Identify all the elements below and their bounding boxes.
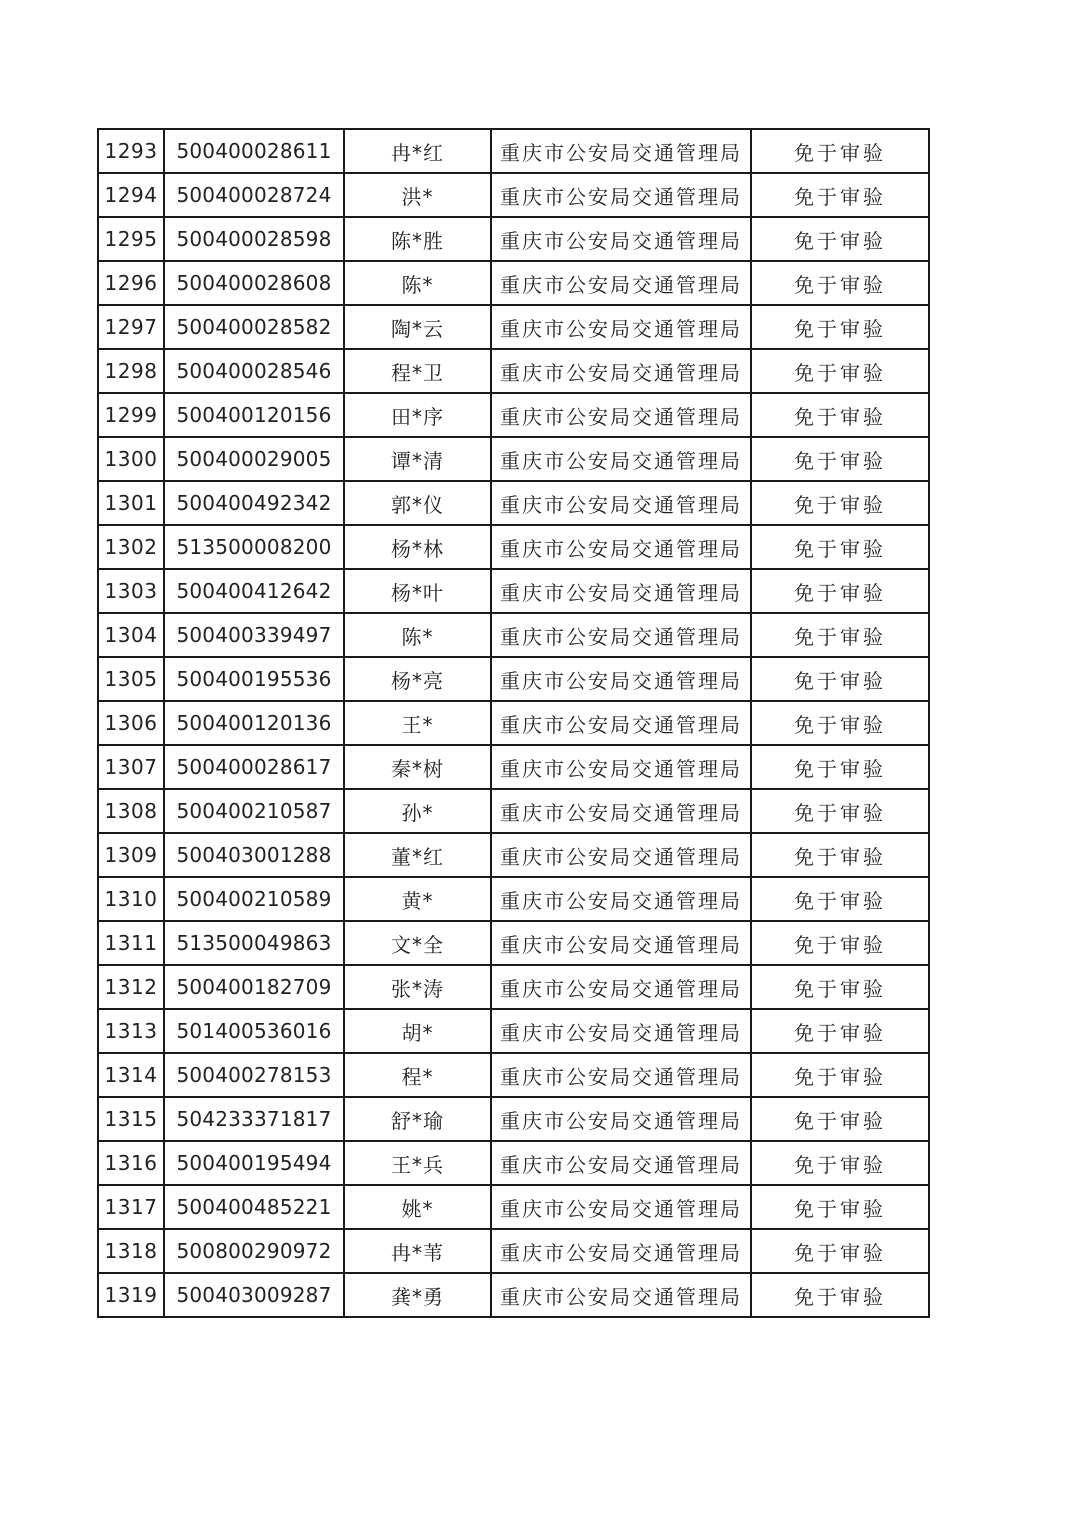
cell-issuing-authority: 重庆市公安局交通管理局 bbox=[491, 173, 751, 217]
cell-issuing-authority: 重庆市公安局交通管理局 bbox=[491, 921, 751, 965]
cell-review-result: 免于审验 bbox=[751, 173, 929, 217]
cell-issuing-authority: 重庆市公安局交通管理局 bbox=[491, 1097, 751, 1141]
cell-license-number: 500400028608 bbox=[164, 261, 344, 305]
cell-review-result: 免于审验 bbox=[751, 921, 929, 965]
cell-issuing-authority: 重庆市公安局交通管理局 bbox=[491, 305, 751, 349]
cell-holder-name: 文*全 bbox=[344, 921, 491, 965]
table-row bbox=[98, 1273, 929, 1317]
cell-sequence-number: 1302 bbox=[98, 525, 164, 569]
cell-holder-name: 舒*瑜 bbox=[344, 1097, 491, 1141]
cell-issuing-authority: 重庆市公安局交通管理局 bbox=[491, 1053, 751, 1097]
cell-review-result: 免于审验 bbox=[751, 657, 929, 701]
table-row bbox=[98, 129, 929, 173]
cell-holder-name: 程* bbox=[344, 1053, 491, 1097]
cell-license-number: 500400195494 bbox=[164, 1141, 344, 1185]
table-row bbox=[98, 481, 929, 525]
cell-holder-name: 陈*胜 bbox=[344, 217, 491, 261]
table-row bbox=[98, 921, 929, 965]
table-row bbox=[98, 569, 929, 613]
cell-license-number: 513500008200 bbox=[164, 525, 344, 569]
cell-license-number: 500400210589 bbox=[164, 877, 344, 921]
cell-review-result: 免于审验 bbox=[751, 305, 929, 349]
cell-review-result: 免于审验 bbox=[751, 129, 929, 173]
cell-sequence-number: 1304 bbox=[98, 613, 164, 657]
cell-issuing-authority: 重庆市公安局交通管理局 bbox=[491, 965, 751, 1009]
cell-review-result: 免于审验 bbox=[751, 1273, 929, 1317]
cell-issuing-authority: 重庆市公安局交通管理局 bbox=[491, 525, 751, 569]
cell-review-result: 免于审验 bbox=[751, 745, 929, 789]
cell-license-number: 500400028617 bbox=[164, 745, 344, 789]
cell-review-result: 免于审验 bbox=[751, 437, 929, 481]
cell-review-result: 免于审验 bbox=[751, 261, 929, 305]
cell-holder-name: 王*兵 bbox=[344, 1141, 491, 1185]
cell-license-number: 500403001288 bbox=[164, 833, 344, 877]
table-row bbox=[98, 393, 929, 437]
cell-review-result: 免于审验 bbox=[751, 1229, 929, 1273]
cell-license-number: 500403009287 bbox=[164, 1273, 344, 1317]
cell-holder-name: 程*卫 bbox=[344, 349, 491, 393]
cell-review-result: 免于审验 bbox=[751, 1009, 929, 1053]
table-row bbox=[98, 1053, 929, 1097]
cell-license-number: 500400028546 bbox=[164, 349, 344, 393]
cell-issuing-authority: 重庆市公安局交通管理局 bbox=[491, 1229, 751, 1273]
cell-review-result: 免于审验 bbox=[751, 525, 929, 569]
cell-sequence-number: 1314 bbox=[98, 1053, 164, 1097]
cell-license-number: 500400195536 bbox=[164, 657, 344, 701]
cell-issuing-authority: 重庆市公安局交通管理局 bbox=[491, 393, 751, 437]
cell-license-number: 500400339497 bbox=[164, 613, 344, 657]
cell-license-number: 513500049863 bbox=[164, 921, 344, 965]
cell-review-result: 免于审验 bbox=[751, 833, 929, 877]
cell-sequence-number: 1296 bbox=[98, 261, 164, 305]
table-row bbox=[98, 217, 929, 261]
cell-holder-name: 杨*亮 bbox=[344, 657, 491, 701]
cell-sequence-number: 1293 bbox=[98, 129, 164, 173]
cell-license-number: 500400029005 bbox=[164, 437, 344, 481]
cell-review-result: 免于审验 bbox=[751, 349, 929, 393]
cell-holder-name: 张*涛 bbox=[344, 965, 491, 1009]
cell-review-result: 免于审验 bbox=[751, 481, 929, 525]
cell-sequence-number: 1312 bbox=[98, 965, 164, 1009]
cell-sequence-number: 1297 bbox=[98, 305, 164, 349]
cell-review-result: 免于审验 bbox=[751, 393, 929, 437]
cell-review-result: 免于审验 bbox=[751, 1185, 929, 1229]
cell-issuing-authority: 重庆市公安局交通管理局 bbox=[491, 613, 751, 657]
cell-sequence-number: 1306 bbox=[98, 701, 164, 745]
cell-issuing-authority: 重庆市公安局交通管理局 bbox=[491, 877, 751, 921]
cell-holder-name: 冉*红 bbox=[344, 129, 491, 173]
cell-sequence-number: 1300 bbox=[98, 437, 164, 481]
cell-holder-name: 谭*清 bbox=[344, 437, 491, 481]
cell-issuing-authority: 重庆市公安局交通管理局 bbox=[491, 481, 751, 525]
cell-sequence-number: 1311 bbox=[98, 921, 164, 965]
table-row bbox=[98, 525, 929, 569]
cell-review-result: 免于审验 bbox=[751, 1053, 929, 1097]
cell-license-number: 500400412642 bbox=[164, 569, 344, 613]
table-row bbox=[98, 965, 929, 1009]
cell-issuing-authority: 重庆市公安局交通管理局 bbox=[491, 261, 751, 305]
cell-license-number: 500400210587 bbox=[164, 789, 344, 833]
table-row bbox=[98, 745, 929, 789]
cell-sequence-number: 1294 bbox=[98, 173, 164, 217]
cell-holder-name: 杨*林 bbox=[344, 525, 491, 569]
cell-sequence-number: 1316 bbox=[98, 1141, 164, 1185]
cell-license-number: 500400028598 bbox=[164, 217, 344, 261]
cell-license-number: 500800290972 bbox=[164, 1229, 344, 1273]
cell-issuing-authority: 重庆市公安局交通管理局 bbox=[491, 745, 751, 789]
cell-holder-name: 孙* bbox=[344, 789, 491, 833]
cell-sequence-number: 1317 bbox=[98, 1185, 164, 1229]
cell-review-result: 免于审验 bbox=[751, 877, 929, 921]
cell-license-number: 500400182709 bbox=[164, 965, 344, 1009]
cell-issuing-authority: 重庆市公安局交通管理局 bbox=[491, 701, 751, 745]
cell-holder-name: 洪* bbox=[344, 173, 491, 217]
records-table bbox=[97, 128, 930, 1318]
cell-holder-name: 郭*仪 bbox=[344, 481, 491, 525]
cell-holder-name: 龚*勇 bbox=[344, 1273, 491, 1317]
table-row bbox=[98, 833, 929, 877]
cell-sequence-number: 1298 bbox=[98, 349, 164, 393]
cell-issuing-authority: 重庆市公安局交通管理局 bbox=[491, 789, 751, 833]
cell-issuing-authority: 重庆市公安局交通管理局 bbox=[491, 217, 751, 261]
cell-holder-name: 胡* bbox=[344, 1009, 491, 1053]
cell-review-result: 免于审验 bbox=[751, 965, 929, 1009]
cell-license-number: 504233371817 bbox=[164, 1097, 344, 1141]
cell-sequence-number: 1309 bbox=[98, 833, 164, 877]
cell-sequence-number: 1318 bbox=[98, 1229, 164, 1273]
cell-issuing-authority: 重庆市公安局交通管理局 bbox=[491, 657, 751, 701]
cell-holder-name: 秦*树 bbox=[344, 745, 491, 789]
cell-license-number: 500400028611 bbox=[164, 129, 344, 173]
table-row bbox=[98, 657, 929, 701]
cell-holder-name: 陈* bbox=[344, 613, 491, 657]
table-row bbox=[98, 1097, 929, 1141]
cell-issuing-authority: 重庆市公安局交通管理局 bbox=[491, 1185, 751, 1229]
table-row bbox=[98, 1185, 929, 1229]
cell-holder-name: 姚* bbox=[344, 1185, 491, 1229]
table-row bbox=[98, 173, 929, 217]
cell-sequence-number: 1313 bbox=[98, 1009, 164, 1053]
cell-holder-name: 陶*云 bbox=[344, 305, 491, 349]
cell-license-number: 501400536016 bbox=[164, 1009, 344, 1053]
cell-license-number: 500400028724 bbox=[164, 173, 344, 217]
cell-license-number: 500400120156 bbox=[164, 393, 344, 437]
cell-review-result: 免于审验 bbox=[751, 701, 929, 745]
cell-sequence-number: 1305 bbox=[98, 657, 164, 701]
cell-issuing-authority: 重庆市公安局交通管理局 bbox=[491, 349, 751, 393]
cell-holder-name: 陈* bbox=[344, 261, 491, 305]
cell-sequence-number: 1301 bbox=[98, 481, 164, 525]
document-page bbox=[97, 128, 930, 1318]
cell-holder-name: 冉*苇 bbox=[344, 1229, 491, 1273]
cell-holder-name: 田*序 bbox=[344, 393, 491, 437]
cell-review-result: 免于审验 bbox=[751, 217, 929, 261]
cell-sequence-number: 1299 bbox=[98, 393, 164, 437]
cell-license-number: 500400120136 bbox=[164, 701, 344, 745]
cell-review-result: 免于审验 bbox=[751, 1141, 929, 1185]
cell-sequence-number: 1308 bbox=[98, 789, 164, 833]
cell-sequence-number: 1307 bbox=[98, 745, 164, 789]
cell-issuing-authority: 重庆市公安局交通管理局 bbox=[491, 1141, 751, 1185]
cell-license-number: 500400485221 bbox=[164, 1185, 344, 1229]
cell-issuing-authority: 重庆市公安局交通管理局 bbox=[491, 1009, 751, 1053]
table-row bbox=[98, 1229, 929, 1273]
cell-holder-name: 王* bbox=[344, 701, 491, 745]
cell-review-result: 免于审验 bbox=[751, 1097, 929, 1141]
table-row bbox=[98, 701, 929, 745]
cell-issuing-authority: 重庆市公安局交通管理局 bbox=[491, 569, 751, 613]
table-row bbox=[98, 877, 929, 921]
cell-issuing-authority: 重庆市公安局交通管理局 bbox=[491, 1273, 751, 1317]
cell-holder-name: 黄* bbox=[344, 877, 491, 921]
cell-holder-name: 董*红 bbox=[344, 833, 491, 877]
table-row bbox=[98, 305, 929, 349]
cell-holder-name: 杨*叶 bbox=[344, 569, 491, 613]
cell-sequence-number: 1315 bbox=[98, 1097, 164, 1141]
cell-license-number: 500400278153 bbox=[164, 1053, 344, 1097]
cell-sequence-number: 1295 bbox=[98, 217, 164, 261]
records-table-body bbox=[98, 129, 929, 1317]
cell-license-number: 500400492342 bbox=[164, 481, 344, 525]
cell-sequence-number: 1310 bbox=[98, 877, 164, 921]
table-row bbox=[98, 789, 929, 833]
cell-sequence-number: 1319 bbox=[98, 1273, 164, 1317]
table-row bbox=[98, 1141, 929, 1185]
cell-issuing-authority: 重庆市公安局交通管理局 bbox=[491, 437, 751, 481]
cell-issuing-authority: 重庆市公安局交通管理局 bbox=[491, 833, 751, 877]
table-row bbox=[98, 1009, 929, 1053]
cell-review-result: 免于审验 bbox=[751, 569, 929, 613]
table-row bbox=[98, 613, 929, 657]
table-row bbox=[98, 261, 929, 305]
cell-issuing-authority: 重庆市公安局交通管理局 bbox=[491, 129, 751, 173]
cell-review-result: 免于审验 bbox=[751, 613, 929, 657]
cell-license-number: 500400028582 bbox=[164, 305, 344, 349]
table-row bbox=[98, 349, 929, 393]
cell-review-result: 免于审验 bbox=[751, 789, 929, 833]
cell-sequence-number: 1303 bbox=[98, 569, 164, 613]
table-row bbox=[98, 437, 929, 481]
